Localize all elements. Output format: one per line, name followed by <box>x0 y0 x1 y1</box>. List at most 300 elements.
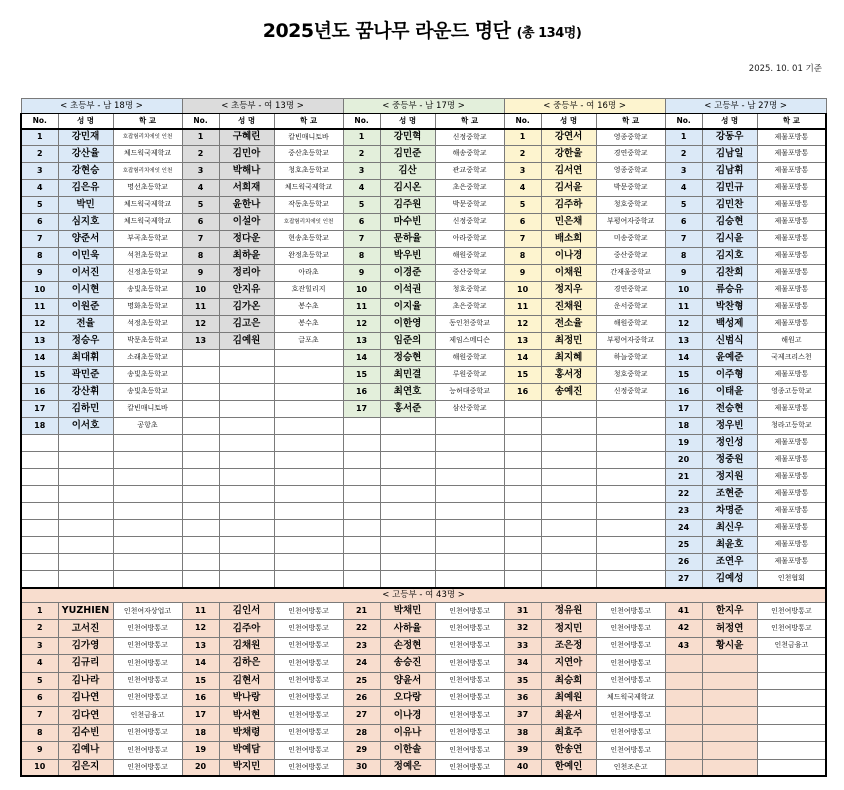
player-name: 한예인 <box>541 759 596 776</box>
division-header: < 초등부 - 남 18명 > <box>21 99 182 114</box>
school-name: 인천여방통고 <box>435 672 504 689</box>
school-name: 인천여방통고 <box>113 655 182 672</box>
entry-number: 12 <box>343 316 380 333</box>
school-name: 신정초등학교 <box>113 265 182 282</box>
school-name: 제물포방통 <box>757 401 826 418</box>
empty-cell <box>219 486 274 503</box>
division-header: < 중등부 - 남 17명 > <box>343 99 504 114</box>
player-name: 김나라 <box>58 672 113 689</box>
entry-number: 9 <box>21 265 58 282</box>
empty-cell <box>757 742 826 759</box>
school-name: 청호중학교 <box>435 282 504 299</box>
school-name: 중산중학교 <box>435 265 504 282</box>
player-name: 김은유 <box>58 180 113 197</box>
player-name: 정지우 <box>541 282 596 299</box>
entry-number: 13 <box>665 333 702 350</box>
school-name: 인천여방통고 <box>274 689 343 706</box>
table-row <box>21 707 826 724</box>
entry-number: 14 <box>343 350 380 367</box>
empty-cell <box>541 418 596 435</box>
empty-cell <box>274 367 343 384</box>
school-name: 간재울중학교 <box>596 265 665 282</box>
player-name: YUZHIEN <box>58 603 113 620</box>
table-row <box>21 469 826 486</box>
school-name: 인천여방통고 <box>435 620 504 637</box>
empty-cell <box>596 401 665 418</box>
player-name: 양윤서 <box>380 672 435 689</box>
table-row <box>21 637 826 654</box>
school-name: 호잡험리치에잇 인천 <box>113 129 182 146</box>
empty-cell <box>757 672 826 689</box>
empty-cell <box>113 503 182 520</box>
empty-cell <box>113 452 182 469</box>
empty-cell <box>435 486 504 503</box>
empty-cell <box>21 469 58 486</box>
player-name: 김주원 <box>380 197 435 214</box>
school-name: 제물포방통 <box>757 503 826 520</box>
entry-number: 17 <box>21 401 58 418</box>
entry-number: 12 <box>182 620 219 637</box>
player-name: 이석권 <box>380 282 435 299</box>
entry-number: 4 <box>21 655 58 672</box>
school-name: 청호중학교 <box>596 367 665 384</box>
entry-number: 17 <box>665 401 702 418</box>
empty-cell <box>435 452 504 469</box>
table-row <box>21 401 826 418</box>
school-name: 동인천중학교 <box>435 316 504 333</box>
entry-number: 2 <box>182 146 219 163</box>
column-header-no: No. <box>182 114 219 129</box>
school-name: 인천여방통고 <box>274 620 343 637</box>
entry-number: 12 <box>21 316 58 333</box>
school-name: 제물포방통 <box>757 248 826 265</box>
player-name: 한송연 <box>541 742 596 759</box>
empty-cell <box>541 486 596 503</box>
school-name: 인천여방통고 <box>274 759 343 776</box>
empty-cell <box>343 469 380 486</box>
school-name: 초은중학교 <box>435 180 504 197</box>
entry-number: 12 <box>504 316 541 333</box>
school-name: 현송초등학교 <box>274 231 343 248</box>
school-name: 신정중학교 <box>435 214 504 231</box>
empty-cell <box>702 742 757 759</box>
player-name: 배소희 <box>541 231 596 248</box>
player-name: 김고은 <box>219 316 274 333</box>
school-name: 초은중학교 <box>435 299 504 316</box>
player-name: 강민재 <box>58 129 113 146</box>
entry-number: 26 <box>665 554 702 571</box>
school-name: 봉수초 <box>274 316 343 333</box>
empty-cell <box>182 452 219 469</box>
title-total: (총 134명) <box>516 26 582 41</box>
table-row <box>21 333 826 350</box>
empty-cell <box>435 418 504 435</box>
division-header: < 초등부 - 여 13명 > <box>182 99 343 114</box>
column-header-no: No. <box>665 114 702 129</box>
school-name: 인천여방통고 <box>113 637 182 654</box>
player-name: 한지우 <box>702 603 757 620</box>
player-name: 박나랑 <box>219 689 274 706</box>
empty-cell <box>757 707 826 724</box>
table-row <box>21 486 826 503</box>
player-name: 양준서 <box>58 231 113 248</box>
school-name: 인천여방통고 <box>113 689 182 706</box>
empty-cell <box>435 537 504 554</box>
player-name: 오다랑 <box>380 689 435 706</box>
school-name: 제물포방통 <box>757 520 826 537</box>
table-row <box>21 620 826 637</box>
school-name: 인천여방통고 <box>435 655 504 672</box>
table-row <box>21 689 826 706</box>
entry-number: 36 <box>504 689 541 706</box>
entry-number: 15 <box>343 367 380 384</box>
entry-number: 2 <box>21 146 58 163</box>
entry-number: 8 <box>504 248 541 265</box>
entry-number: 30 <box>343 759 380 776</box>
table-row <box>21 672 826 689</box>
school-name: 박문초등학교 <box>113 333 182 350</box>
entry-number: 18 <box>21 418 58 435</box>
empty-cell <box>541 520 596 537</box>
table-row <box>21 520 826 537</box>
player-name: 손정현 <box>380 637 435 654</box>
player-name: 이태윤 <box>702 384 757 401</box>
school-name: 제물포방통 <box>757 129 826 146</box>
empty-cell <box>596 554 665 571</box>
player-name: 이나경 <box>380 707 435 724</box>
school-name: 체드웍국제학교 <box>596 689 665 706</box>
entry-number: 3 <box>21 163 58 180</box>
school-name: 박문중학교 <box>596 180 665 197</box>
school-name: 관교중학교 <box>435 163 504 180</box>
school-name: 체드웍국제학교 <box>113 146 182 163</box>
player-name: 박찬형 <box>702 299 757 316</box>
school-name: 인천여방통고 <box>596 707 665 724</box>
school-name: 인천금융고 <box>113 707 182 724</box>
school-name: 중산초등학교 <box>274 146 343 163</box>
player-name: 전율 <box>58 316 113 333</box>
player-name: 이경준 <box>380 265 435 282</box>
empty-cell <box>504 554 541 571</box>
entry-number: 2 <box>504 146 541 163</box>
school-name: 인천금융고 <box>757 637 826 654</box>
empty-cell <box>21 554 58 571</box>
school-name: 경연중학교 <box>596 146 665 163</box>
entry-number: 9 <box>665 265 702 282</box>
empty-cell <box>182 350 219 367</box>
school-name: 인천여방통고 <box>435 689 504 706</box>
entry-number: 2 <box>665 146 702 163</box>
player-name: 윤예준 <box>702 350 757 367</box>
empty-cell <box>113 537 182 554</box>
school-name: 제물포방통 <box>757 146 826 163</box>
school-name: 제물포방통 <box>757 469 826 486</box>
player-name: 이한솔 <box>380 742 435 759</box>
player-name: 최윤서 <box>541 707 596 724</box>
table-row <box>21 571 826 588</box>
empty-cell <box>380 537 435 554</box>
entry-number: 27 <box>665 571 702 588</box>
entry-number: 12 <box>665 316 702 333</box>
player-name: 심지호 <box>58 214 113 231</box>
player-name: 김나연 <box>58 689 113 706</box>
entry-number: 15 <box>665 367 702 384</box>
school-name: 제물포방통 <box>757 282 826 299</box>
empty-cell <box>182 435 219 452</box>
column-header-school: 학 교 <box>274 114 343 129</box>
entry-number: 40 <box>504 759 541 776</box>
player-name: 이나경 <box>541 248 596 265</box>
entry-number: 37 <box>504 707 541 724</box>
title-main: 2025년도 꿈나무 라운드 명단 <box>262 20 511 42</box>
player-name: 강동우 <box>702 129 757 146</box>
player-name: 홍서정 <box>541 367 596 384</box>
school-name: 인천여방통고 <box>274 637 343 654</box>
entry-number: 16 <box>21 384 58 401</box>
entry-number: 16 <box>182 689 219 706</box>
player-name: 전승현 <box>702 401 757 418</box>
school-name: 인천여방통고 <box>435 603 504 620</box>
entry-number: 14 <box>504 350 541 367</box>
school-name: 제임스메디슨 <box>435 333 504 350</box>
school-name: 인천여방통고 <box>435 707 504 724</box>
entry-number: 3 <box>21 637 58 654</box>
player-name: 김남휘 <box>702 163 757 180</box>
empty-cell <box>596 435 665 452</box>
table-row <box>21 554 826 571</box>
school-name: 작동초등학교 <box>274 197 343 214</box>
school-name: 호잡험리치에잇 인천 <box>113 163 182 180</box>
player-name: 전소율 <box>541 316 596 333</box>
empty-cell <box>380 418 435 435</box>
player-name: 김서연 <box>541 163 596 180</box>
entry-number: 13 <box>343 333 380 350</box>
empty-cell <box>113 520 182 537</box>
player-name: 최하윤 <box>219 248 274 265</box>
school-name: 제물포방통 <box>757 265 826 282</box>
empty-cell <box>541 537 596 554</box>
entry-number: 14 <box>182 655 219 672</box>
entry-number: 2 <box>21 620 58 637</box>
player-name: 김채원 <box>219 637 274 654</box>
player-name: 홍서준 <box>380 401 435 418</box>
entry-number: 25 <box>665 537 702 554</box>
school-name: 부평여자중학교 <box>596 333 665 350</box>
empty-cell <box>113 554 182 571</box>
empty-cell <box>541 571 596 588</box>
entry-number: 8 <box>343 248 380 265</box>
empty-cell <box>274 469 343 486</box>
empty-cell <box>219 503 274 520</box>
player-name: 김민찬 <box>702 197 757 214</box>
entry-number: 5 <box>504 197 541 214</box>
entry-number: 10 <box>21 282 58 299</box>
player-name: 문하율 <box>380 231 435 248</box>
player-name: 김지호 <box>702 248 757 265</box>
empty-cell <box>21 520 58 537</box>
entry-number: 17 <box>182 707 219 724</box>
entry-number: 4 <box>343 180 380 197</box>
school-name: 글포초 <box>274 333 343 350</box>
column-header-name: 성 명 <box>541 114 596 129</box>
entry-number: 27 <box>343 707 380 724</box>
empty-cell <box>343 452 380 469</box>
school-name: 봉수초 <box>274 299 343 316</box>
empty-cell <box>665 724 702 741</box>
empty-cell <box>665 689 702 706</box>
entry-number: 5 <box>182 197 219 214</box>
empty-cell <box>343 537 380 554</box>
school-name: 공항초 <box>113 418 182 435</box>
empty-cell <box>219 367 274 384</box>
empty-cell <box>182 537 219 554</box>
column-header-school: 학 교 <box>435 114 504 129</box>
school-name: 체드웍국제학교 <box>113 214 182 231</box>
player-name: 최신우 <box>702 520 757 537</box>
entry-number: 25 <box>343 672 380 689</box>
player-name: 김하민 <box>58 401 113 418</box>
empty-cell <box>380 503 435 520</box>
empty-cell <box>58 486 113 503</box>
table-row <box>21 384 826 401</box>
table-row <box>21 282 826 299</box>
player-name: 박채령 <box>219 724 274 741</box>
player-name: 지연아 <box>541 655 596 672</box>
empty-cell <box>435 571 504 588</box>
empty-cell <box>182 520 219 537</box>
entry-number: 28 <box>343 724 380 741</box>
player-name: 최민결 <box>380 367 435 384</box>
entry-number: 6 <box>182 214 219 231</box>
empty-cell <box>435 520 504 537</box>
entry-number: 16 <box>343 384 380 401</box>
empty-cell <box>435 554 504 571</box>
entry-number: 7 <box>21 231 58 248</box>
school-name: 체드웍국제학교 <box>274 180 343 197</box>
school-name: 칼빈매니토바 <box>274 129 343 146</box>
empty-cell <box>21 571 58 588</box>
player-name: 최연호 <box>380 384 435 401</box>
player-name: 강민혁 <box>380 129 435 146</box>
player-name: 김가온 <box>219 299 274 316</box>
entry-number: 15 <box>182 672 219 689</box>
player-name: 김남일 <box>702 146 757 163</box>
player-name: 최효주 <box>541 724 596 741</box>
school-name: 인천여방통고 <box>757 603 826 620</box>
empty-cell <box>182 418 219 435</box>
player-name: 신범식 <box>702 333 757 350</box>
empty-cell <box>380 486 435 503</box>
empty-cell <box>504 537 541 554</box>
empty-cell <box>504 486 541 503</box>
entry-number: 13 <box>504 333 541 350</box>
empty-cell <box>274 486 343 503</box>
school-name: 해원중학교 <box>596 316 665 333</box>
entry-number: 1 <box>21 603 58 620</box>
empty-cell <box>182 367 219 384</box>
player-name: 박민 <box>58 197 113 214</box>
table-row <box>21 759 826 776</box>
school-name: 중산중학교 <box>596 248 665 265</box>
entry-number: 8 <box>21 724 58 741</box>
empty-cell <box>113 486 182 503</box>
entry-number: 10 <box>182 282 219 299</box>
player-name: 최정민 <box>541 333 596 350</box>
empty-cell <box>504 435 541 452</box>
school-name: 인천여방통고 <box>274 672 343 689</box>
school-name: 아라초 <box>274 265 343 282</box>
entry-number: 21 <box>665 469 702 486</box>
school-name: 제물포방통 <box>757 180 826 197</box>
player-name: 박해나 <box>219 163 274 180</box>
empty-cell <box>596 418 665 435</box>
empty-cell <box>219 350 274 367</box>
school-name: 석정초등학교 <box>113 316 182 333</box>
school-name: 인천여방통고 <box>274 603 343 620</box>
player-name: 김예성 <box>702 571 757 588</box>
school-name: 부곡초등학교 <box>113 231 182 248</box>
school-name: 제물포방통 <box>757 554 826 571</box>
player-name: 이설아 <box>219 214 274 231</box>
empty-cell <box>380 571 435 588</box>
entry-number: 3 <box>665 163 702 180</box>
entry-number: 11 <box>504 299 541 316</box>
entry-number: 5 <box>21 197 58 214</box>
player-name: 최승희 <box>541 672 596 689</box>
school-name: 청라고등학교 <box>757 418 826 435</box>
school-name: 해원중학교 <box>435 350 504 367</box>
player-name: 이지율 <box>380 299 435 316</box>
table-row <box>21 214 826 231</box>
school-name: 송빛초등학교 <box>113 282 182 299</box>
player-name: 박서현 <box>219 707 274 724</box>
player-name: 이원준 <box>58 299 113 316</box>
player-name: 김다연 <box>58 707 113 724</box>
empty-cell <box>380 452 435 469</box>
player-name: 김서윤 <box>541 180 596 197</box>
player-name: 김시온 <box>380 180 435 197</box>
player-name: 김가영 <box>58 637 113 654</box>
school-name: 인천여방통고 <box>113 759 182 776</box>
empty-cell <box>274 350 343 367</box>
school-name: 인천여방통고 <box>757 620 826 637</box>
player-name: 조은정 <box>541 637 596 654</box>
entry-number: 3 <box>182 163 219 180</box>
column-header-no: No. <box>21 114 58 129</box>
school-name: 인천여방통고 <box>435 742 504 759</box>
player-name: 조연우 <box>702 554 757 571</box>
empty-cell <box>702 655 757 672</box>
empty-cell <box>757 655 826 672</box>
empty-cell <box>596 486 665 503</box>
school-name: 인천여방통고 <box>596 672 665 689</box>
school-name: 삼산중학교 <box>435 401 504 418</box>
school-name: 신정중학교 <box>435 129 504 146</box>
school-name: 제물포방통 <box>757 435 826 452</box>
school-name: 인천여방통고 <box>596 620 665 637</box>
school-name: 해송중학교 <box>435 146 504 163</box>
empty-cell <box>113 435 182 452</box>
table-row <box>21 603 826 620</box>
empty-cell <box>21 452 58 469</box>
player-name: 조현준 <box>702 486 757 503</box>
empty-cell <box>58 520 113 537</box>
school-name: 호잔힐리지 <box>274 282 343 299</box>
entry-number: 16 <box>504 384 541 401</box>
column-header-no: No. <box>343 114 380 129</box>
player-name: 정승현 <box>380 350 435 367</box>
player-name: 박우빈 <box>380 248 435 265</box>
